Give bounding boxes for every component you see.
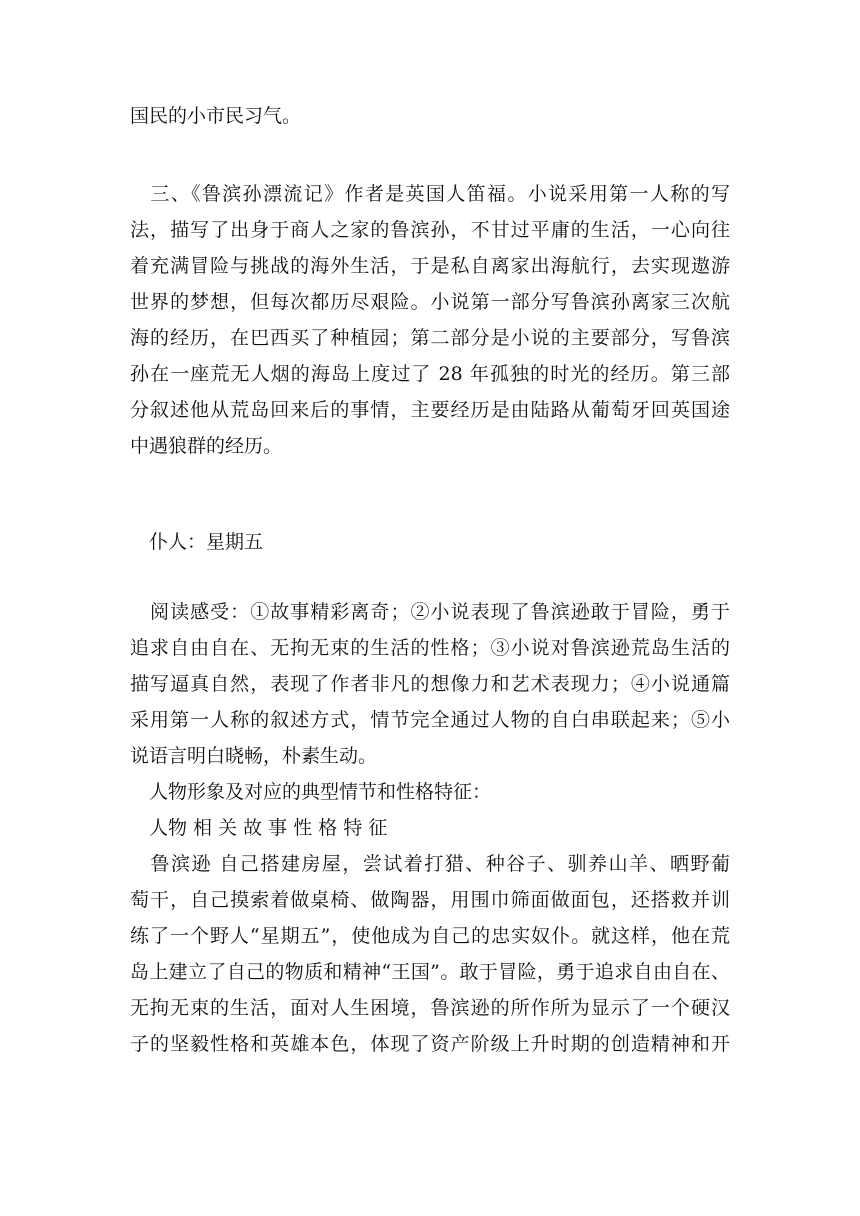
paragraph-4-line-4: 采用第一人称的叙述方式，情节完全通过人物的自白串联起来；⑤小: [130, 709, 730, 731]
paragraph-2-line-5: 海的经历，在巴西买了种植园；第二部分是小说的主要部分，写鲁滨: [130, 327, 730, 349]
paragraph-4-line-7: 人物 相 关 故 事 性 格 特 征: [130, 817, 388, 839]
paragraph-2-line-1: 三、《鲁滨孙漂流记》作者是英国人笛福。小说采用第一人称的写: [130, 183, 730, 205]
paragraph-2-line-7: 分叙述他从荒岛回来后的事情，主要经历是由陆路从葡萄牙回英国途: [130, 399, 730, 421]
paragraph-4-line-1: 阅读感受：①故事精彩离奇；②小说表现了鲁滨逊敢于冒险，勇于: [130, 601, 730, 623]
paragraph-4-line-12: 无拘无束的生活，面对人生困境，鲁滨逊的所作所为显示了一个硬汉: [130, 997, 730, 1019]
paragraph-4-line-11: 岛上建立了自己的物质和精神“王国”。敢于冒险，勇于追求自由自在、: [130, 961, 730, 983]
paragraph-4-line-5: 说语言明白晓畅，朴素生动。: [130, 745, 378, 767]
paragraph-4-line-9: 萄干，自己摸索着做桌椅、做陶器，用围巾筛面做面包，还搭救并训: [130, 889, 730, 911]
paragraph-4-line-8: 鲁滨逊 自己搭建房屋，尝试着打猎、种谷子、驯养山羊、晒野葡: [130, 853, 730, 875]
paragraph-2-line-2: 法，描写了出身于商人之家的鲁滨孙，不甘过平庸的生活，一心向往: [130, 219, 730, 241]
paragraph-4-line-13: 子的坚毅性格和英雄本色，体现了资产阶级上升时期的创造精神和开: [130, 1033, 730, 1055]
paragraph-2-line-4: 世界的梦想，但每次都历尽艰险。小说第一部分写鲁滨孙离家三次航: [130, 291, 730, 313]
paragraph-3-line-1: 仆人：星期五: [130, 531, 264, 553]
paragraph-2-line-3: 着充满冒险与挑战的海外生活，于是私自离家出海航行，去实现遨游: [130, 255, 730, 277]
paragraph-1-line-1: 国民的小市民习气。: [130, 105, 302, 127]
paragraph-4-line-3: 描写逼真自然，表现了作者非凡的想像力和艺术表现力；④小说通篇: [130, 673, 730, 695]
paragraph-4-line-10: 练了一个野人“星期五”，使他成为自己的忠实奴仆。就这样，他在荒: [130, 925, 730, 947]
paragraph-4-line-2: 追求自由自在、无拘无束的生活的性格；③小说对鲁滨逊荒岛生活的: [130, 637, 730, 659]
paragraph-2-line-8: 中遇狼群的经历。: [130, 435, 283, 457]
paragraph-2-line-6: 孙在一座荒无人烟的海岛上度过了 28 年孤独的时光的经历。第三部: [130, 363, 730, 385]
paragraph-4-line-6: 人物形象及对应的典型情节和性格特征：: [130, 781, 492, 803]
